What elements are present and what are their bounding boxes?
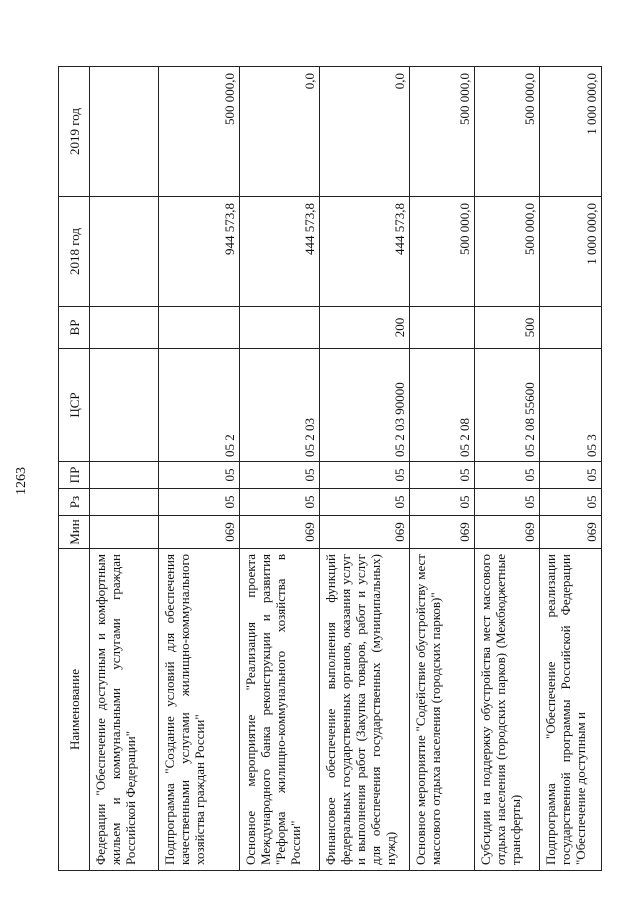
header-2019: 2019 год [59, 67, 90, 197]
row-2018: 1 000 000,0 [540, 197, 602, 307]
row-csr: 05 2 08 55600 [475, 349, 540, 462]
row-2019: 500 000,0 [475, 67, 540, 197]
row-name: Подпрограмма "Обеспечение реализации государственной программы Российской Федерации "Обеспечение доступным и [540, 549, 602, 871]
row-2019: 0,0 [320, 67, 410, 197]
row-vr [540, 307, 602, 349]
row-vr: 500 [475, 307, 540, 349]
row-min: 069 [410, 516, 475, 549]
row-rz: 05 [475, 489, 540, 516]
budget-table [58, 66, 602, 871]
row-pr: 05 [540, 462, 602, 489]
row-name: Подпрограмма "Создание условий для обеспечения качественными услугами жилищно-коммунального хозяйства граждан России" [159, 549, 240, 871]
row-csr: 05 3 [540, 349, 602, 462]
table-row [410, 67, 475, 871]
row-rz: 05 [320, 489, 410, 516]
row-2019: 1 000 000,0 [540, 67, 602, 197]
row-csr: 05 2 [159, 349, 240, 462]
row-name: Субсидии на поддержку обустройства мест массового отдыха населения (городских парков) (Межбюджетные трансферты) [475, 549, 540, 871]
row-pr [90, 462, 159, 489]
row-2018: 500 000,0 [475, 197, 540, 307]
row-vr [240, 307, 320, 349]
header-vr: ВР [59, 307, 90, 349]
row-csr: 05 2 08 [410, 349, 475, 462]
row-2019 [90, 67, 159, 197]
row-rz: 05 [540, 489, 602, 516]
header-min: Мин [59, 516, 90, 549]
row-vr [90, 307, 159, 349]
table-row [159, 67, 240, 871]
table-row [90, 67, 159, 871]
row-vr [410, 307, 475, 349]
row-min: 069 [320, 516, 410, 549]
row-2019: 500 000,0 [410, 67, 475, 197]
row-min [90, 516, 159, 549]
row-2019: 0,0 [240, 67, 320, 197]
row-min: 069 [475, 516, 540, 549]
row-pr: 05 [320, 462, 410, 489]
row-csr [90, 349, 159, 462]
row-name: Финансовое обеспечение выполнения функций федеральных государственных органов, оказания услуг и выполнения работ (Закупка товаров, работ и услуг для обеспечения государственных (муниципальных) нужд) [320, 549, 410, 871]
row-name: Основное мероприятие "Содействие обустройству мест массового отдыха населения (городских парков)" [410, 549, 475, 871]
row-rz: 05 [240, 489, 320, 516]
row-2018 [90, 197, 159, 307]
row-vr [159, 307, 240, 349]
row-2019: 500 000,0 [159, 67, 240, 197]
row-min: 069 [159, 516, 240, 549]
page-number: 1263 [14, 467, 29, 495]
header-pr: ПР [59, 462, 90, 489]
row-rz [90, 489, 159, 516]
table-row [540, 67, 602, 871]
row-2018: 444 573,8 [240, 197, 320, 307]
row-min: 069 [540, 516, 602, 549]
row-2018: 944 573,8 [159, 197, 240, 307]
table-row [475, 67, 540, 871]
row-name: Федерации "Обеспечение доступным и комфортным жильем и коммунальными услугами граждан Российской Федерации" [90, 549, 159, 871]
row-pr: 05 [240, 462, 320, 489]
header-name: Наименование [59, 549, 90, 871]
row-2018: 444 573,8 [320, 197, 410, 307]
header-csr: ЦСР [59, 349, 90, 462]
row-pr: 05 [410, 462, 475, 489]
row-min: 069 [240, 516, 320, 549]
row-vr: 200 [320, 307, 410, 349]
header-2018: 2018 год [59, 197, 90, 307]
row-pr: 05 [159, 462, 240, 489]
row-2018: 500 000,0 [410, 197, 475, 307]
row-csr: 05 2 03 90000 [320, 349, 410, 462]
row-pr: 05 [475, 462, 540, 489]
header-rz: Рз [59, 489, 90, 516]
table-row [240, 67, 320, 871]
row-rz: 05 [159, 489, 240, 516]
header-row [59, 67, 90, 871]
row-csr: 05 2 03 [240, 349, 320, 462]
row-rz: 05 [410, 489, 475, 516]
table-row [320, 67, 410, 871]
row-name: Основное мероприятие "Реализация проекта Международного банка реконструкции и развития "Реформа жилищно-коммунального хозяйства в России" [240, 549, 320, 871]
